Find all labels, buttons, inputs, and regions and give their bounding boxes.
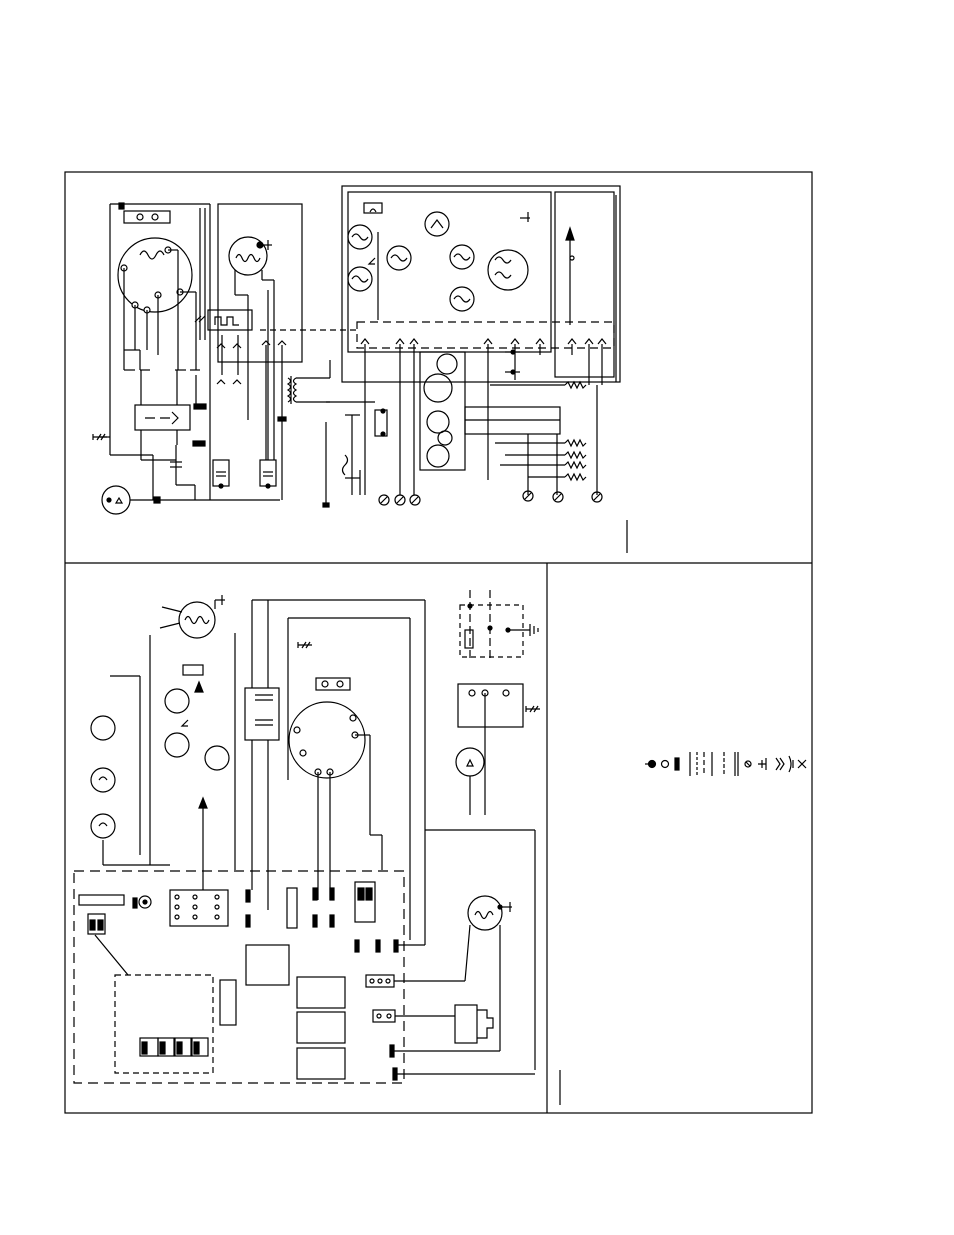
terminal-icon: [662, 761, 669, 768]
inducer-assembly: [150, 595, 235, 870]
relay-coil-icon: [437, 354, 457, 374]
relay-coil-icon: [424, 374, 452, 402]
pressure-switch-icon: [425, 212, 449, 236]
junction-icon: [649, 761, 656, 768]
plug-icon: [675, 758, 679, 770]
ground-icon: [530, 624, 538, 636]
plug-receptacle-icon: [425, 693, 535, 1070]
resistor-icon: [565, 382, 586, 388]
vent-motor-icon: [468, 896, 502, 930]
control-board: [74, 600, 535, 1083]
power-junction-box: [458, 590, 540, 727]
resistor-icon: [565, 474, 586, 480]
blower-motor-icon: [289, 702, 365, 778]
page-frame: [65, 172, 812, 1113]
limit-switch-icon: [91, 768, 115, 792]
resistor-icon: [565, 462, 586, 468]
control-board-circuit: [323, 186, 620, 507]
gas-valve-icon: [488, 250, 528, 290]
connection-diagram-panel: [74, 590, 806, 1083]
limit-switch-icon: [165, 733, 189, 757]
relay-coil-icon: [427, 445, 449, 467]
ladder-schematic-panel: [93, 186, 620, 514]
blower-motor-icon: [118, 238, 192, 312]
capacitor-icon: [798, 760, 806, 768]
resistor-icon: [565, 452, 586, 458]
relay-coil-icon: [438, 431, 452, 445]
inducer-motor-circuit: [208, 204, 360, 500]
transformer-icon: [288, 360, 330, 404]
limit-switch-icon: [205, 746, 229, 770]
plug-receptacle-icon: [102, 486, 280, 514]
thermal-protector-icon: [789, 756, 793, 772]
flame-sensor-arrow-icon: [199, 798, 207, 808]
transformer-icon: [245, 600, 425, 910]
blower-motor: [288, 618, 410, 940]
limit-switch-icon: [91, 716, 115, 740]
left-switch-column: [91, 665, 229, 890]
resistor-icon: [565, 440, 586, 446]
door-switch-contact-icon: [152, 214, 158, 220]
blower-motor-circuit: [93, 203, 210, 500]
field-splice-icon: [735, 752, 738, 776]
vent-motor: [455, 896, 512, 1051]
ground-icon: [758, 758, 766, 770]
door-switch-contact-icon: [137, 214, 143, 220]
limit-switch-icon: [91, 814, 115, 838]
flame-sensor-arrow-icon: [566, 228, 574, 240]
symbol-legend: [645, 752, 806, 776]
relay-coil-icon: [427, 411, 449, 433]
limit-switch-icon: [165, 689, 189, 713]
